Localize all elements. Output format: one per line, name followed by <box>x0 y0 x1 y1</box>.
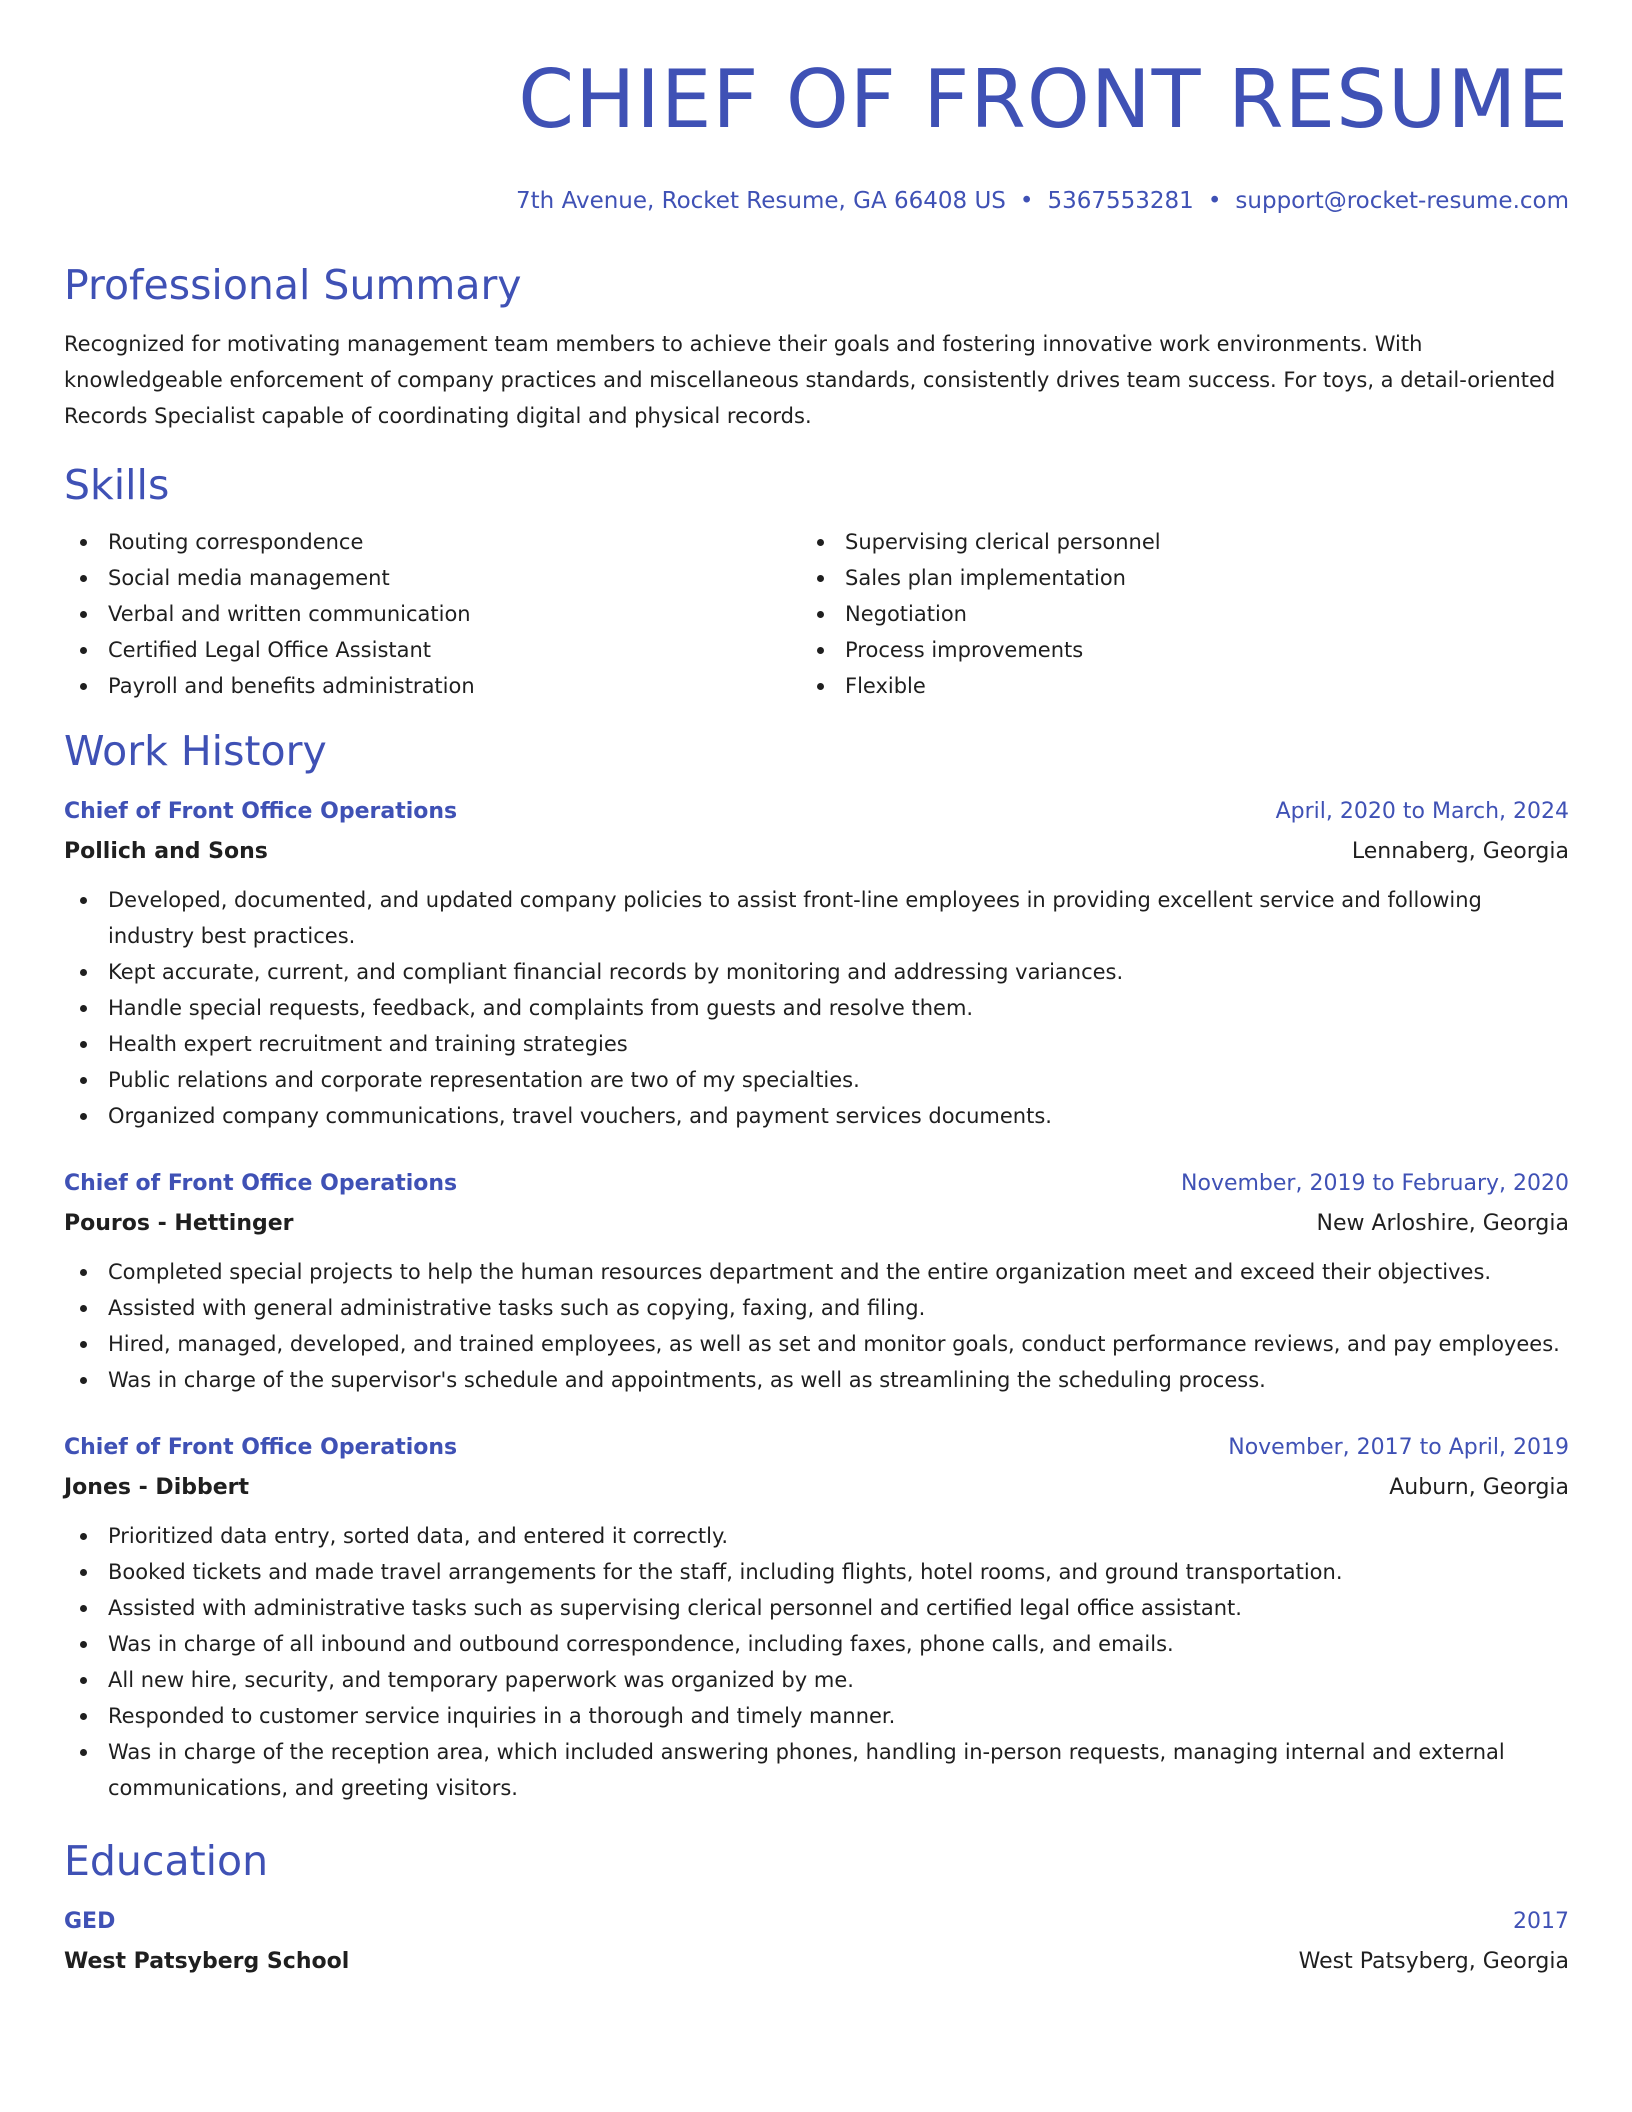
contact-phone[interactable]: 5367553281 <box>1047 188 1194 214</box>
contact-email[interactable]: support@rocket-resume.com <box>1235 188 1569 214</box>
education-degree: GED <box>64 1909 116 1934</box>
summary-line: Recognized for motivating management team members to achieve their goals and fostering innovative work environments. With <box>64 332 1423 356</box>
job-bullet: Public relations and corporate representation are two of my specialties. <box>64 1062 1569 1098</box>
job-bullet-text-cont: industry best practices. <box>108 924 356 948</box>
skills-column-left <box>64 524 801 704</box>
job-bullet <box>64 1734 1569 1806</box>
skill-item: Sales plan implementation <box>801 560 1538 596</box>
job-location: Auburn, Georgia <box>1389 1475 1569 1500</box>
job-bullet: Organized company communications, travel vouchers, and payment services documents. <box>64 1098 1569 1134</box>
job-bullets <box>64 1254 1569 1398</box>
job-header-row <box>64 1428 1569 1468</box>
education-location: West Patsyberg, Georgia <box>1298 1949 1569 1974</box>
job-bullets <box>64 882 1569 1134</box>
job-bullet-text: Developed, documented, and updated company policies to assist front-line employees in providing excellent service and following <box>108 888 1482 912</box>
job-bullet: Prioritized data entry, sorted data, and entered it correctly. <box>64 1518 1569 1554</box>
job-bullet-text-cont: communications, and greeting visitors. <box>108 1776 518 1800</box>
job-location: Lennaberg, Georgia <box>1351 839 1569 864</box>
skill-item: Social media management <box>64 560 801 596</box>
job-header-row <box>64 1164 1569 1204</box>
job-company: Jones - Dibbert <box>64 1475 250 1500</box>
skill-item: Process improvements <box>801 632 1538 668</box>
job-dates: November, 2019 to February, 2020 <box>1181 1171 1569 1196</box>
job-company: Pollich and Sons <box>64 839 268 864</box>
job-bullet: Health expert recruitment and training strategies <box>64 1026 1569 1062</box>
job-bullet: Handle special requests, feedback, and complaints from guests and resolve them. <box>64 990 1569 1026</box>
work-history-heading: Work History <box>64 727 327 775</box>
skill-item: Negotiation <box>801 596 1538 632</box>
summary-line: Records Specialist capable of coordinating digital and physical records. <box>64 404 812 428</box>
job-bullet: Was in charge of the supervisor's schedule and appointments, as well as streamlining the scheduling process. <box>64 1362 1569 1398</box>
job-company-row <box>64 1468 1569 1508</box>
job-header-row <box>64 792 1569 832</box>
skills-list <box>64 524 801 704</box>
job-company: Pouros - Hettinger <box>64 1211 294 1236</box>
education-header-row <box>64 1902 1569 1942</box>
skill-item: Verbal and written communication <box>64 596 801 632</box>
skill-item: Payroll and benefits administration <box>64 668 801 704</box>
job-bullet: Booked tickets and made travel arrangements for the staff, including flights, hotel rooms, and ground transportation. <box>64 1554 1569 1590</box>
summary-paragraph <box>64 326 1569 434</box>
job-entry <box>64 1428 1569 1806</box>
skill-item: Flexible <box>801 668 1538 704</box>
job-bullet: Hired, managed, developed, and trained employees, as well as set and monitor goals, conduct performance reviews, and pay employees. <box>64 1326 1569 1362</box>
skills-heading: Skills <box>64 461 170 509</box>
contact-separator: • <box>1019 188 1034 214</box>
contact-address: 7th Avenue, Rocket Resume, GA 66408 US <box>516 188 1006 214</box>
education-year: 2017 <box>1513 1909 1569 1934</box>
skill-item: Routing correspondence <box>64 524 801 560</box>
skill-item: Certified Legal Office Assistant <box>64 632 801 668</box>
education-heading: Education <box>64 1837 269 1885</box>
summary-heading: Professional Summary <box>64 261 522 309</box>
skill-item: Supervising clerical personnel <box>801 524 1538 560</box>
skills-list <box>801 524 1538 704</box>
job-bullet-text: Was in charge of the reception area, which included answering phones, handling in-person requests, managing internal and external <box>108 1740 1505 1764</box>
job-company-row <box>64 1204 1569 1244</box>
job-bullet: Kept accurate, current, and compliant financial records by monitoring and addressing variances. <box>64 954 1569 990</box>
contact-separator: • <box>1207 188 1222 214</box>
resume-title: CHIEF OF FRONT RESUME <box>518 53 1569 146</box>
contact-line <box>64 186 1569 216</box>
job-bullet: Responded to customer service inquiries in a thorough and timely manner. <box>64 1698 1569 1734</box>
job-bullet: Completed special projects to help the human resources department and the entire organization meet and exceed their objectives. <box>64 1254 1569 1290</box>
job-dates: November, 2017 to April, 2019 <box>1228 1435 1569 1460</box>
job-bullets <box>64 1518 1569 1806</box>
job-role: Chief of Front Office Operations <box>64 1435 458 1460</box>
job-dates: April, 2020 to March, 2024 <box>1275 799 1569 824</box>
skills-grid <box>64 524 1569 704</box>
job-entry <box>64 1164 1569 1398</box>
job-entry <box>64 792 1569 1134</box>
job-role: Chief of Front Office Operations <box>64 1171 458 1196</box>
education-school-row <box>64 1942 1569 1982</box>
education-school: West Patsyberg School <box>64 1949 350 1974</box>
skills-column-right <box>801 524 1538 704</box>
summary-line: knowledgeable enforcement of company practices and miscellaneous standards, consistently drives team success. For toys, a detail-oriented <box>64 368 1556 392</box>
job-role: Chief of Front Office Operations <box>64 799 458 824</box>
job-location: New Arloshire, Georgia <box>1316 1211 1569 1236</box>
job-bullet: Assisted with general administrative tasks such as copying, faxing, and filing. <box>64 1290 1569 1326</box>
job-bullet: All new hire, security, and temporary paperwork was organized by me. <box>64 1662 1569 1698</box>
job-company-row <box>64 832 1569 872</box>
job-bullet <box>64 882 1569 954</box>
job-bullet: Assisted with administrative tasks such as supervising clerical personnel and certified legal office assistant. <box>64 1590 1569 1626</box>
job-bullet: Was in charge of all inbound and outbound correspondence, including faxes, phone calls, and emails. <box>64 1626 1569 1662</box>
education-entry <box>64 1902 1569 1982</box>
